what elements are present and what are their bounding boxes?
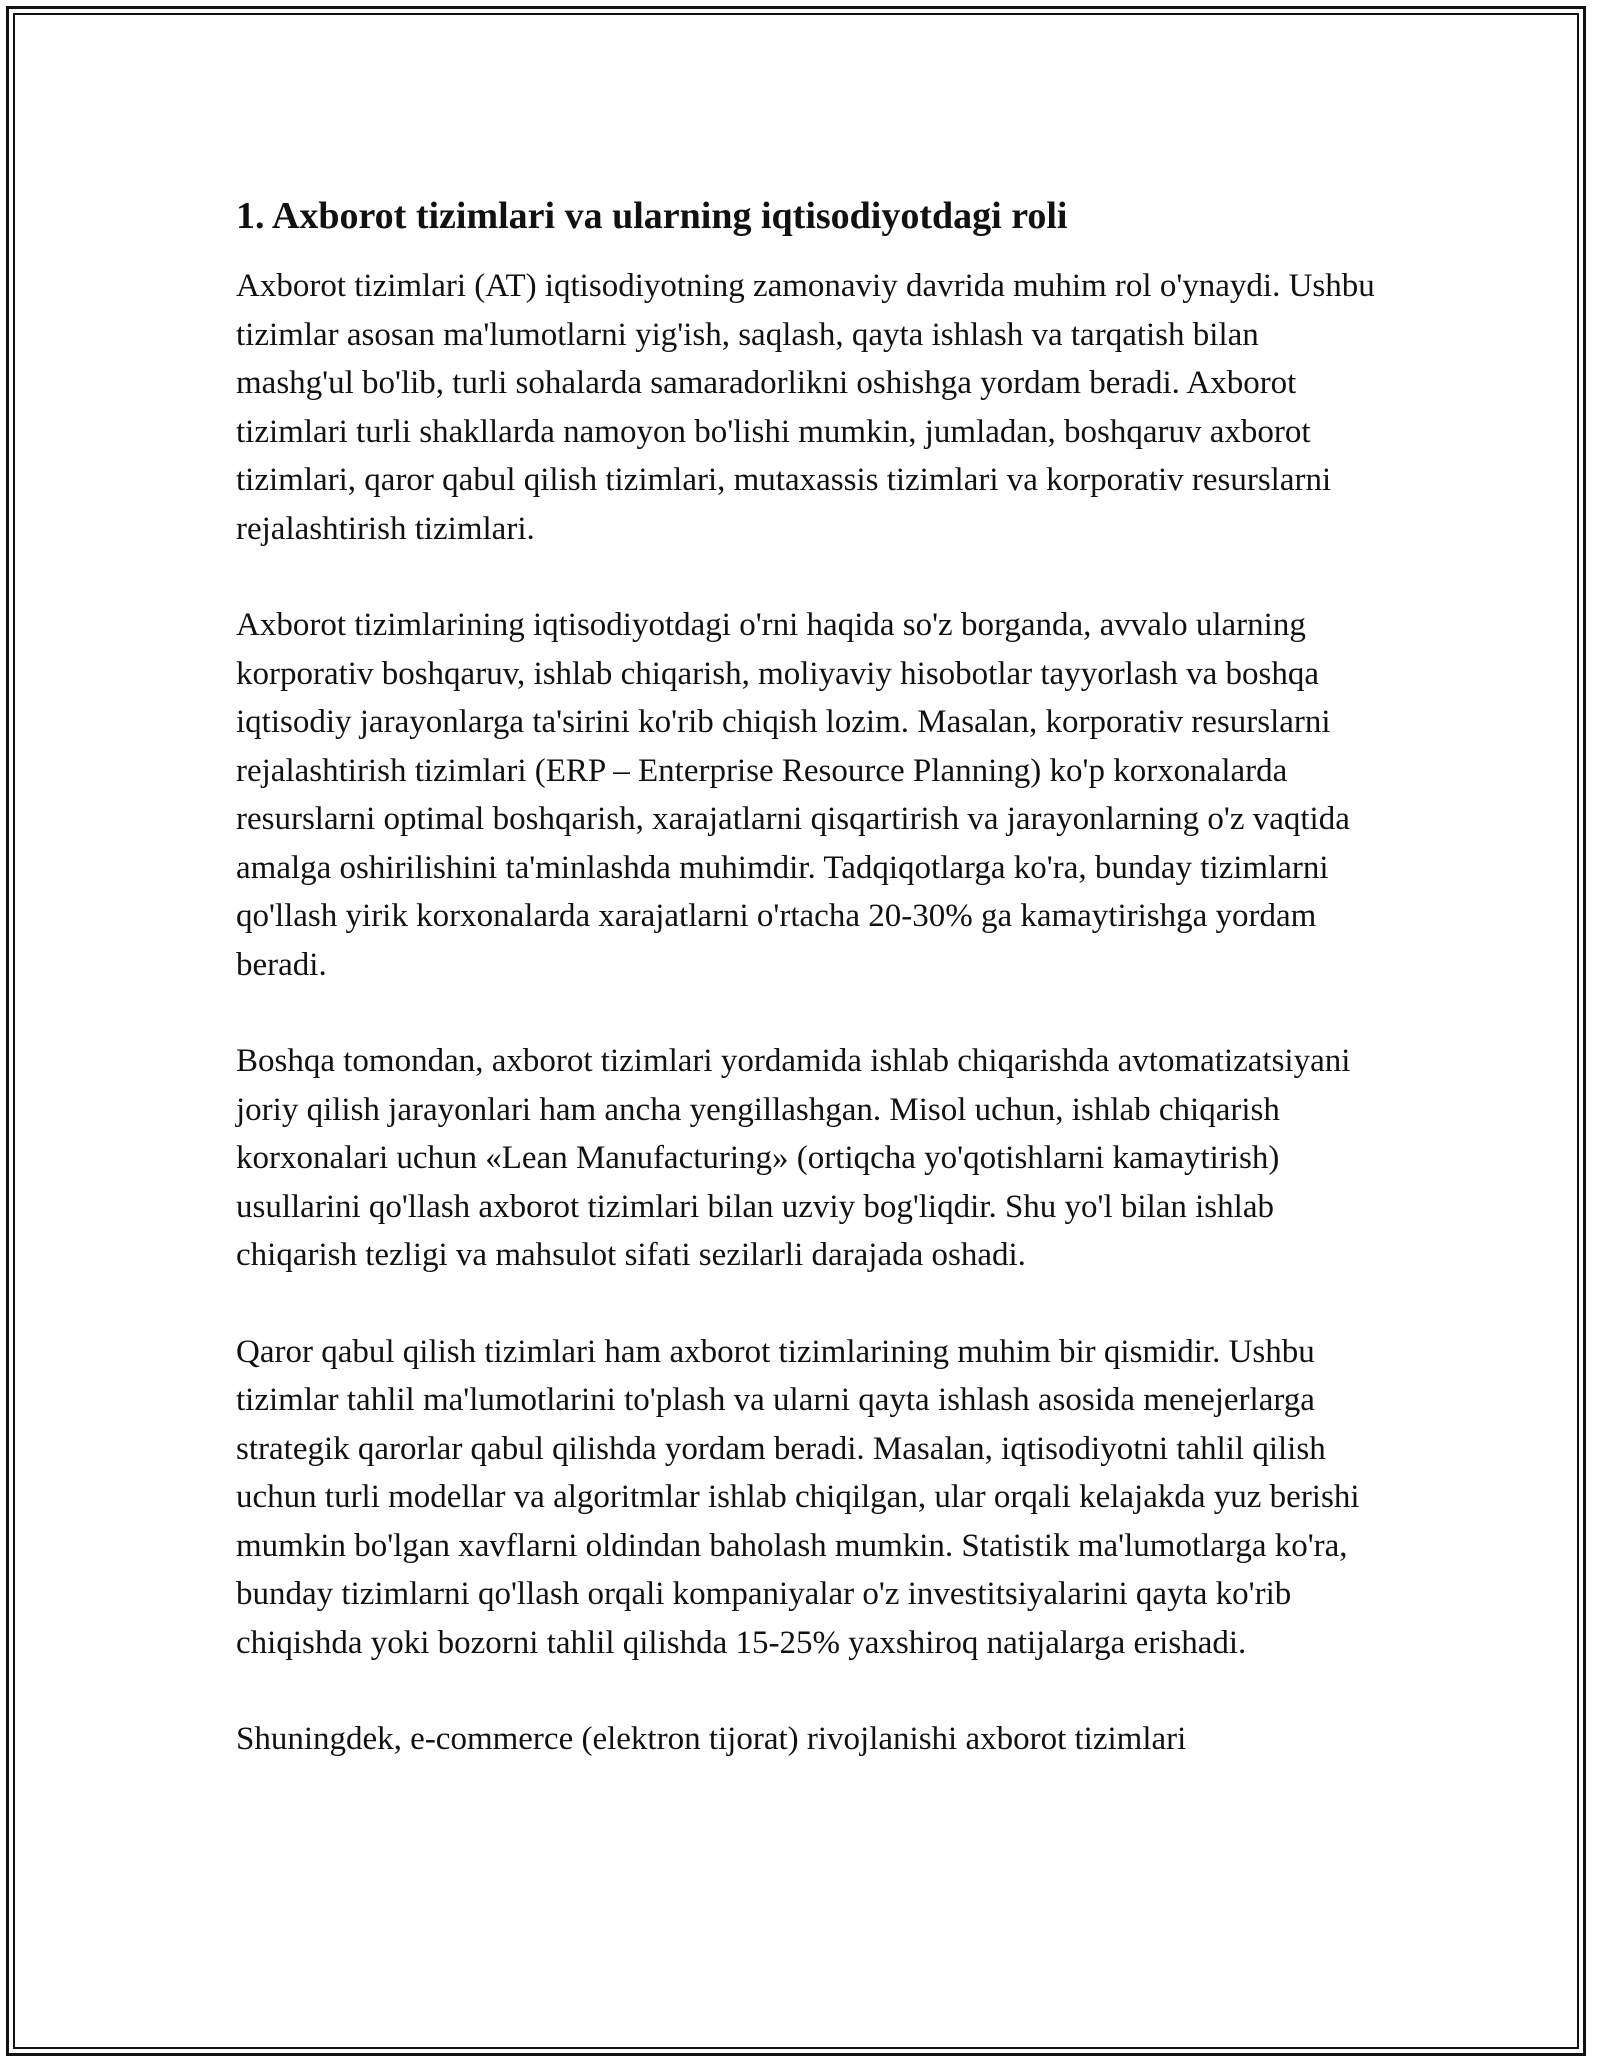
paragraph-2: Axborot tizimlarining iqtisodiyotdagi o'rni haqida so'z borganda, avvalo ularning korporativ boshqaruv, ishlab chiqarish, moliyaviy hisobotlar tayyorlash va boshqa iqtisodiy jarayonlarga ta'sirini ko'rib chiqish lozim. Masalan, korporativ resurslarni rejalashtirish tizimlari (ERP – Enterprise Resource Planning) ko'p korxonalarda resurslarni optimal boshqarish, xarajatlarni qisqartirish va jarayonlarning o'z vaqtida amalga oshirilishini ta'minlashda muhimdir. Tadqiqotlarga ko'ra, bunday tizimlarni qo'llash yirik korxonalarda xarajatlarni o'rtacha 20-30% ga kamaytirishga yordam beradi.	[236, 607, 1350, 983]
paragraph-1: Axborot tizimlari (AT) iqtisodiyotning zamonaviy davrida muhim rol o'ynaydi. Ushbu tizimlar asosan ma'lumotlarni yig'ish, saqlash, qayta ishlash va tarqatish bilan mashg'ul bo'lib, turli sohalarda samaradorlikni oshishga yordam beradi. Axborot tizimlari turli shakllarda namoyon bo'lishi mumkin, jumladan, boshqaruv axborot tizimlari, qaror qabul qilish tizimlari, mutaxassis tizimlari va korporativ resurslarni rejalashtirish tizimlari.	[236, 268, 1375, 547]
paragraph-4: Qaror qabul qilish tizimlari ham axborot tizimlarining muhim bir qismidir. Ushbu tizimlar tahlil ma'lumotlarini to'plash va ularni qayta ishlash asosida menejerlarga strategik qarorlar qabul qilishda yordam beradi. Masalan, iqtisodiyotni tahlil qilish uchun turli modellar va algoritmlar ishlab chiqilgan, ular orqali kelajakda yuz berishi mumkin bo'lgan xavflarni oldindan baholash mumkin. Statistik ma'lumotlarga ko'ra, bunday tizimlarni qo'llash orqali kompaniyalar o'z investitsiyalarini qayta ko'rib chiqishda yoki bozorni tahlil qilishda 15-25% yaxshiroq natijalarga erishadi.	[236, 1333, 1360, 1661]
section-heading: 1. Axborot tizimlari va ularning iqtisodiyotdagi roli	[236, 195, 1068, 237]
paragraph-3: Boshqa tomondan, axborot tizimlari yordamida ishlab chiqarishda avtomatizatsiyani joriy qilish jarayonlari ham ancha yengillashgan. Misol uchun, ishlab chiqarish korxonalari uchun «Lean Manufacturing» (ortiqcha yo'qotishlarni kamaytirish) usullarini qo'llash axborot tizimlari bilan uzviy bog'liqdir. Shu yo'l bilan ishlab chiqarish tezligi va mahsulot sifati sezilarli darajada oshadi.	[236, 1043, 1351, 1273]
document-body	[236, 190, 1376, 1812]
paragraph-5: Shuningdek, e-commerce (elektron tijorat) rivojlanishi axborot tizimlari	[236, 1721, 1187, 1757]
